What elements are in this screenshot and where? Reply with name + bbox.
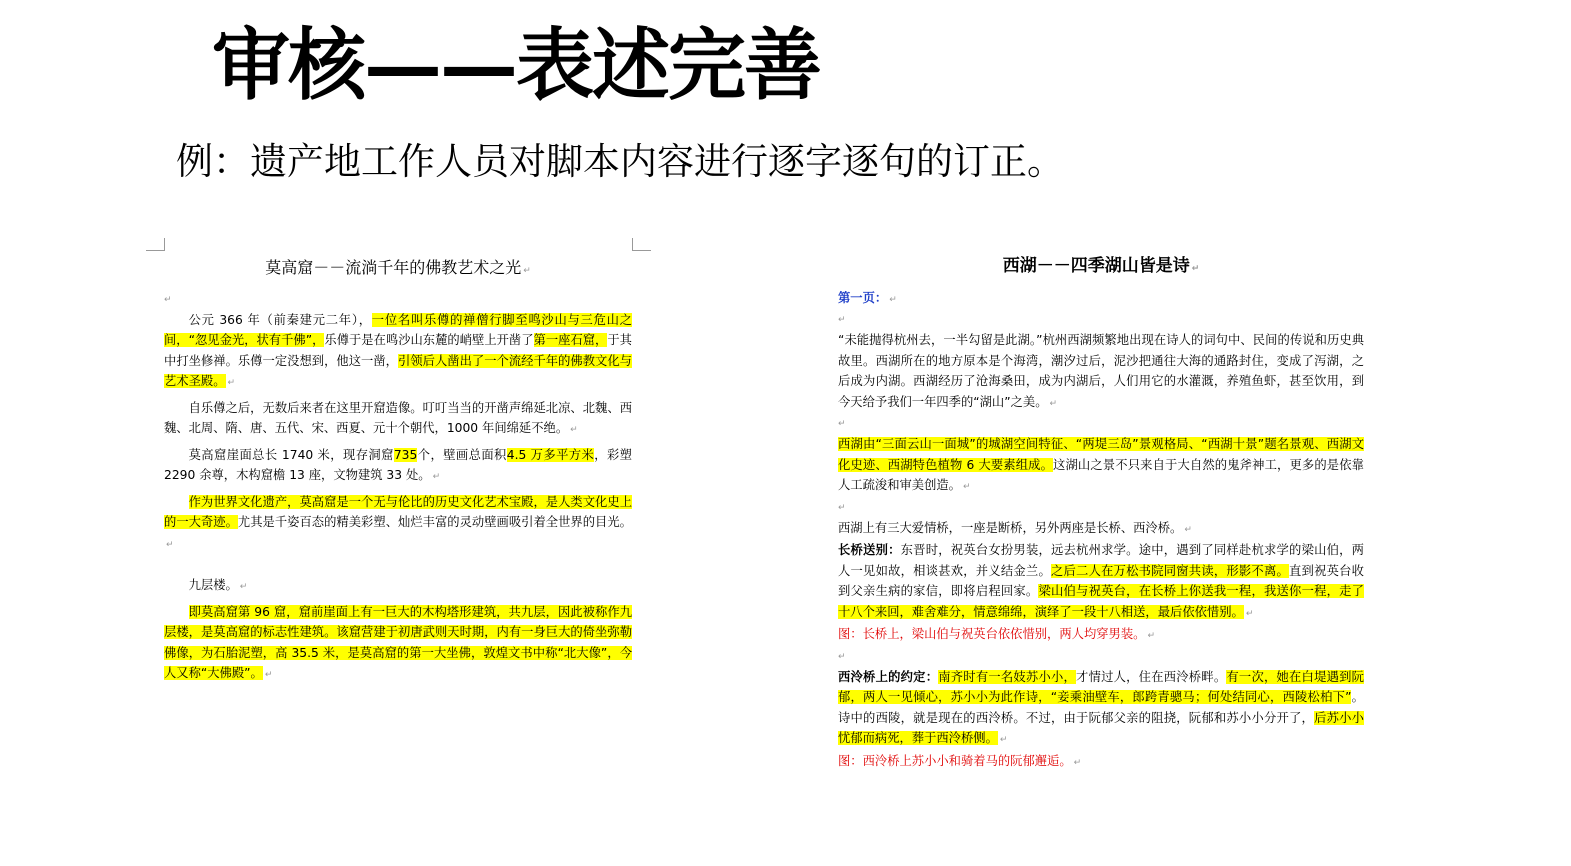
blank-line: ↵ [838,419,846,429]
paragraph: 西泠桥上的约定：南齐时有一名妓苏小小，才情过人，住在西泠桥畔。有一次，她在白堤遇到阮郁，两人一见倾心，苏小小为此作诗，“妾乘油壁车，郎跨青骢马；何处结同心，西陵松柏下”。诗中的西陵，就是现在的西泠桥。不过，由于阮郁父亲的阻挠，阮郁和苏小小分开了，后苏小小忧郁而病死，葬于西泠桥侧。 ↵ [838,669,1364,745]
right-document-title: 西湖－－四季湖山皆是诗 ↵ [1002,256,1200,276]
left-document [164,258,632,686]
paragraph: 作为世界文化遗产，莫高窟是一个无与伦比的历史文化艺术宝殿，是人类文化史上的一大奇迹。尤其是千姿百态的精美彩塑、灿烂丰富的灵动壁画吸引着全世界的目光。↵ [164,494,632,550]
paragraph: 长桥送别：东晋时，祝英台女扮男装，远去杭州求学。途中，遇到了同样赴杭求学的梁山伯，两人一见如故，相谈甚欢，并义结金兰。之后二人在万松书院同窗共读，形影不离。直到祝英台收到父亲生病的家信，即将启程回家。梁山伯与祝英台，在长桥上你送我一程，我送你一程，走了十八个来回，难舍难分，情意绵绵，演绎了一段十八相送，最后依依惜别。 ↵ [838,543,1364,619]
paragraph: 莫高窟崖面总长 1740 米，现存洞窟735个，壁画总面积4.5 万多平方米，彩塑 2290 余尊，木构窟檐 13 座，文物建筑 33 处。 ↵ [164,447,632,482]
blank-line [164,555,632,575]
page-label: 第一页： ↵ [838,290,897,305]
slide-title: 审核——表述完善 [212,20,821,111]
page-corner-mark-right [632,238,651,251]
blank-line: ↵ [838,502,846,513]
paragraph: 即莫高窟第 96 窟，窟前崖面上有一巨大的木构塔形建筑，共九层，因此被称作九层楼，是莫高窟的标志性建筑。该窟营建于初唐武则天时期，内有一身巨大的倚坐弥勒佛像，为石胎泥塑，高 35.5 米，是莫高窟的第一大坐佛，敦煌文书中称“北大像”，今人又称“大佛殿”。 ↵ [164,604,632,680]
paragraph: “未能抛得杭州去，一半勾留是此湖。”杭州西湖频繁地出现在诗人的词句中、民间的传说和历史典故里。西湖所在的地方原本是个海湾，潮汐过后，泥沙把通往大海的通路封住，变成了泻湖，之后成为内湖。西湖经历了沧海桑田，成为内湖后，人们用它的水灌溉，养殖鱼虾，甚至饮用，到今天给予我们一年四季的“湖山”之美。 ↵ [838,333,1364,409]
paragraph: 自乐僔之后，无数后来者在这里开窟造像。叮叮当当的开凿声绵延北凉、北魏、西魏、北周、隋、唐、五代、宋、西夏、元十个朝代，1000 年间绵延不绝。 ↵ [164,400,632,435]
blank-line: ↵ [838,651,846,662]
paragraph: 西湖由“三面云山一面城”的城湖空间特征、“两堤三岛”景观格局、“西湖十景”题名景观、西湖文化史迹、西湖特色植物 6 大要素组成。这湖山之景不只来自于大自然的鬼斧神工，更多的是依靠人工疏浚和审美创造。 ↵ [838,437,1364,492]
right-document [838,256,1364,773]
blank-line: ↵ [838,315,846,325]
slide-subtitle: 例：遗产地工作人员对脚本内容进行逐字逐句的订正。 [176,140,1064,183]
image-caption: 图：长桥上，梁山伯与祝英台依依惜别，两人均穿男装。 ↵ [838,627,1155,641]
image-caption: 图：西泠桥上苏小小和骑着马的阮郁邂逅。 ↵ [838,753,1082,768]
left-document-title: 莫高窟－－流淌千年的佛教艺术之光 ↵ [265,258,531,277]
paragraph: 公元 366 年（前秦建元二年），一位名叫乐僔的禅僧行脚至鸣沙山与三危山之间，“忽见金光，状有千佛”，乐僔于是在鸣沙山东麓的峭壁上开凿了第一座石窟，于其中打坐修禅。乐僔一定没想到，他这一凿，引领后人凿出了一个流经千年的佛教文化与艺术圣殿。 ↵ [164,312,632,388]
blank-line: ↵ [164,294,172,305]
paragraph: 西湖上有三大爱情桥，一座是断桥，另外两座是长桥、西泠桥。 ↵ [838,520,1192,535]
paragraph: 九层楼。 ↵ [188,578,248,592]
page-corner-mark-left [146,238,165,251]
